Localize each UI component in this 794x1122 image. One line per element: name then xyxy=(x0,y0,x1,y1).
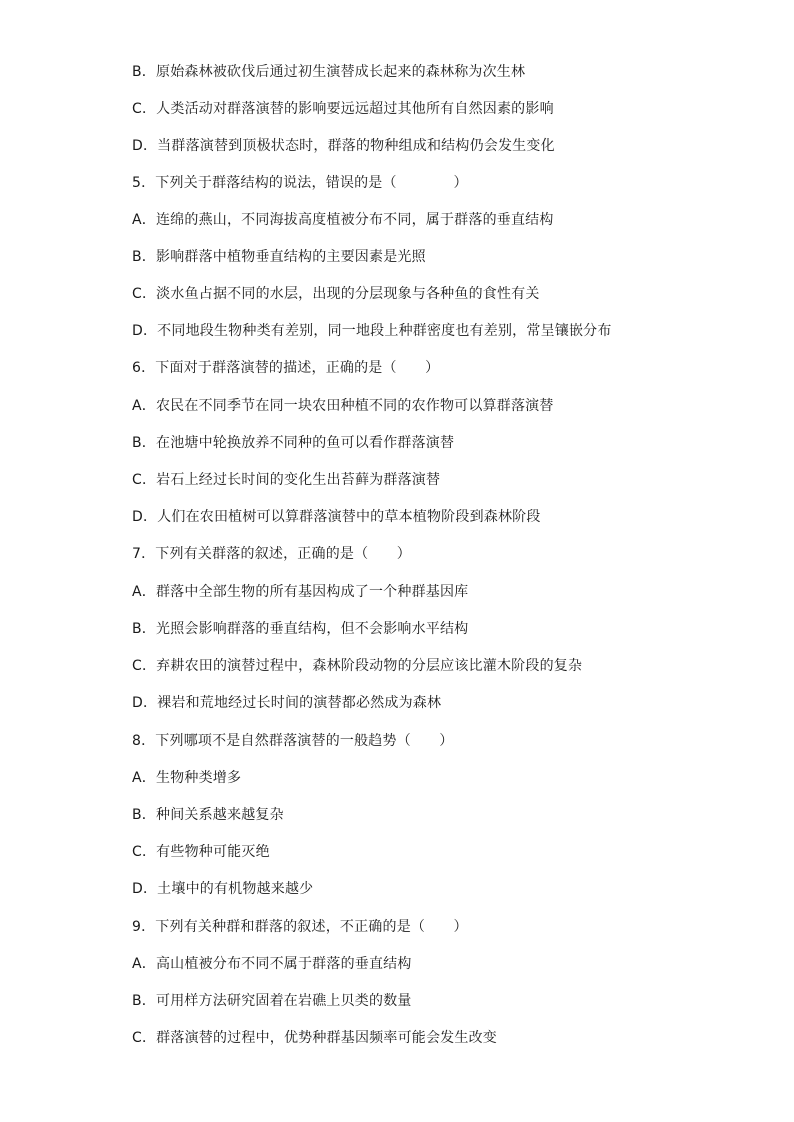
option-c-q5: C．淡水鱼占据不同的水层，出现的分层现象与各种鱼的食性有关 xyxy=(132,286,540,302)
option-c-q8: C．有些物种可能灭绝 xyxy=(132,844,270,860)
option-c-q4: C．人类活动对群落演替的影响要远远超过其他所有自然因素的影响 xyxy=(132,101,554,117)
option-b-q6: B．在池塘中轮换放养不同种的鱼可以看作群落演替 xyxy=(132,435,455,451)
option-c-q6: C．岩石上经过长时间的变化生出苔藓为群落演替 xyxy=(132,472,441,488)
question-5: 5．下列关于群落结构的说法，错误的是（ ） xyxy=(132,175,468,191)
option-d-q8: D．土壤中的有机物越来越少 xyxy=(132,881,314,897)
option-d-q4: D．当群落演替到顶极状态时，群落的物种组成和结构仍会发生变化 xyxy=(132,138,555,154)
question-6: 6．下面对于群落演替的描述，正确的是（ ） xyxy=(132,360,440,376)
option-b-q7: B．光照会影响群落的垂直结构，但不会影响水平结构 xyxy=(132,621,469,637)
option-d-q7: D．裸岩和荒地经过长时间的演替都必然成为森林 xyxy=(132,695,442,711)
option-d-q5: D．不同地段生物种类有差别，同一地段上种群密度也有差别，常呈镶嵌分布 xyxy=(132,323,612,339)
question-7: 7．下列有关群落的叙述，正确的是（ ） xyxy=(132,546,411,562)
option-a-q9: A．高山植被分布不同不属于群落的垂直结构 xyxy=(132,956,412,972)
question-8: 8．下列哪项不是自然群落演替的一般趋势（ ） xyxy=(132,733,454,749)
option-b-q8: B．种间关系越来越复杂 xyxy=(132,807,284,823)
option-c-q7: C．弃耕农田的演替过程中，森林阶段动物的分层应该比灌木阶段的复杂 xyxy=(132,658,583,674)
option-b-q4: B．原始森林被砍伐后通过初生演替成长起来的森林称为次生林 xyxy=(132,64,526,80)
option-b-q9: B．可用样方法研究固着在岩礁上贝类的数量 xyxy=(132,993,412,1009)
option-a-q8: A．生物种类增多 xyxy=(132,770,242,786)
option-a-q7: A．群落中全部生物的所有基因构成了一个种群基因库 xyxy=(132,584,469,600)
option-c-q9: C．群落演替的过程中，优势种群基因频率可能会发生改变 xyxy=(132,1030,497,1046)
option-a-q6: A．农民在不同季节在同一块农田种植不同的农作物可以算群落演替 xyxy=(132,398,554,414)
question-9: 9．下列有关种群和群落的叙述，不正确的是（ ） xyxy=(132,919,468,935)
option-b-q5: B．影响群落中植物垂直结构的主要因素是光照 xyxy=(132,249,426,265)
option-d-q6: D．人们在农田植树可以算群落演替中的草本植物阶段到森林阶段 xyxy=(132,509,541,525)
option-a-q5: A．连绵的燕山，不同海拔高度植被分布不同，属于群落的垂直结构 xyxy=(132,212,554,228)
